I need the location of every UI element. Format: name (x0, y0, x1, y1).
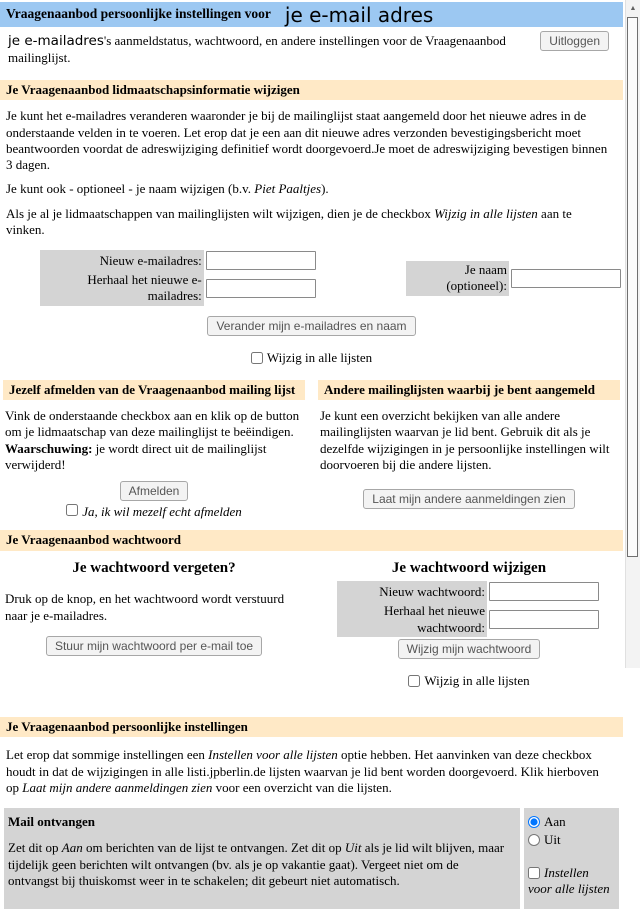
logout-button[interactable]: Uitloggen (540, 31, 609, 51)
unsubscribe-confirm-row (3, 504, 305, 520)
password-change-column (318, 551, 620, 704)
delivery-off-radio[interactable] (528, 834, 540, 846)
password-global-checkbox[interactable] (408, 675, 420, 687)
user-email-display: je e-mail adres (284, 2, 434, 27)
other-lists-para: Je kunt een overzicht bekijken van alle andere mailinglijsten waarvan je lid bent. Gebruik dit als je dezelfde wijzigingen in je persoonlijke instellingen wilt doorvoeren bij die andere lijsten. (320, 408, 610, 472)
mail-delivery-para: Zet dit op Aan om berichten van de lijst te ontvangen. Zet dit op Uit als je lid wilt blijven, maar tijdelijk geen berichten wilt ontvangen (bv. als je op vakantie gaat). Vergeet niet om de ontvangst bij thuiskomst weer in te schakelen; dit gebeurt niet automatisch. (8, 840, 505, 888)
mail-delivery-table (0, 804, 623, 913)
password-row (3, 551, 620, 704)
delivery-global-label: Instellen voor alle lijsten (528, 864, 610, 896)
unsubscribe-button-row (3, 481, 305, 501)
membership-para1: Je kunt het e-mailadres veranderen waaronder je bij de mailinglijst staat aangemeld door het nieuwe adres in de onderstaande velden in te voeren. Let erop dat je een aan dit nieuwe adres verzonden bevestigingsbericht moet beantwoorden voordat de adreswijziging definitief wordt doorgevoerd.Je moet de adreswijziging bevestigen binnen 3 dagen. (6, 108, 608, 173)
email-global-checkbox[interactable] (251, 352, 263, 364)
delivery-global-option (528, 865, 611, 898)
email-change-form (40, 250, 623, 306)
email-password-button-row (3, 636, 305, 656)
delivery-on-option (528, 814, 611, 830)
change-password-heading: Je wachtwoord wijzigen (391, 559, 547, 576)
subtitle-rest: 's aanmeldstatus, wachtwoord, en andere instellingen voor de Vraagenaanbod mailinglijst. (8, 33, 506, 65)
change-password-button-row (318, 639, 620, 659)
page-title-bar (0, 2, 623, 27)
unsubscribe-column (3, 380, 305, 521)
forgot-password-para: Druk op de knop, en het wachtwoord wordt verstuurd naar je e-mailadres. (5, 591, 285, 623)
membership-para3: Als je al je lidmaatschappen van mailinglijsten wilt wijzigen, dien je de checkbox Wijzig in alle lijsten aan te vinken. (6, 205, 572, 237)
password-global-label: Wijzig in alle lijsten (424, 672, 530, 688)
email-global-row (0, 350, 623, 366)
new-email-label: Nieuw e-mailadres: (40, 250, 204, 271)
vertical-scrollbar[interactable] (625, 0, 640, 668)
unsubscribe-confirm-label: Ja, ik wil mezelf echt afmelden (82, 504, 242, 520)
delivery-off-label: Uit (544, 832, 561, 848)
mail-delivery-title: Mail ontvangen (8, 814, 96, 830)
change-email-button-row (0, 316, 623, 336)
scrollbar-thumb[interactable] (627, 17, 638, 557)
delivery-on-label: Aan (544, 814, 566, 830)
new-password-input[interactable] (489, 582, 599, 601)
section-header-password: Je Vraagenaanbod wachtwoord (0, 530, 623, 550)
password-fields-table (337, 581, 601, 637)
forgot-password-heading: Je wachtwoord vergeten? (72, 559, 236, 576)
password-global-row (318, 673, 620, 689)
change-password-button[interactable]: Wijzig mijn wachtwoord (398, 639, 541, 659)
subtitle-row (0, 27, 623, 66)
delivery-off-option (528, 832, 611, 848)
new-password-label: Nieuw wachtwoord: (337, 581, 487, 602)
confirm-password-label: Herhaal het nieuwe wachtwoord: (337, 602, 487, 637)
other-lists-button-row (318, 489, 620, 509)
scroll-up-icon[interactable]: ▲ (629, 3, 637, 12)
name-input[interactable] (511, 269, 621, 288)
delivery-on-radio[interactable] (528, 816, 540, 828)
delivery-global-checkbox[interactable] (528, 867, 540, 879)
subtitle-text (8, 31, 540, 66)
other-lists-column (318, 380, 620, 521)
mail-delivery-options-cell (524, 808, 619, 909)
section-header-unsubscribe: Jezelf afmelden van de Vraagenaanbod mailing lijst (3, 380, 305, 400)
name-field-table (406, 261, 623, 296)
subtitle-email: je e-mailadres (8, 33, 104, 49)
section-header-membership: Je Vraagenaanbod lidmaatschapsinformatie wijzigen (0, 80, 623, 100)
confirm-email-label: Herhaal het nieuwe e-mailadres: (40, 271, 204, 306)
unsub-otherlists-row (3, 380, 620, 521)
section-header-settings: Je Vraagenaanbod persoonlijke instellingen (0, 717, 623, 737)
confirm-password-input[interactable] (489, 610, 599, 629)
mail-delivery-description-cell (4, 808, 520, 909)
unsubscribe-confirm-checkbox[interactable] (66, 504, 78, 516)
email-fields-table (40, 250, 318, 306)
unsubscribe-button[interactable]: Afmelden (120, 481, 189, 501)
email-global-label: Wijzig in alle lijsten (266, 349, 373, 365)
show-other-subscriptions-button[interactable]: Laat mijn andere aanmeldingen zien (363, 489, 574, 509)
name-label: Je naam (optioneel): (406, 261, 509, 296)
unsubscribe-para: Vink de onderstaande checkbox aan en klik op de button om je lidmaatschap van deze mailinglijst te beëindigen. Waarschuwing: je wordt direct uit de mailinglijst verwijderd! (5, 408, 300, 472)
settings-para: Let erop dat sommige instellingen een Instellen voor alle lijsten optie hebben. Het aanvinken van deze checkbox houdt in dat de wijzigingen in alle listi.jpberlin.de lijsten waarvan je lid bent worden doorgevoerd. Klik hierboven op Laat mijn andere aanmeldingen zien voor een overzicht van die lijsten. (6, 747, 599, 795)
confirm-email-input[interactable] (206, 279, 316, 298)
membership-para2: Je kunt ook - optioneel - je naam wijzigen (b.v. Piet Paaltjes). (6, 181, 329, 197)
page-title: Vraagenaanbod persoonlijke instellingen voor (6, 6, 271, 22)
change-email-button[interactable]: Verander mijn e-mailadres en naam (207, 316, 415, 336)
password-remind-column (3, 551, 305, 704)
new-email-input[interactable] (206, 251, 316, 270)
email-password-button[interactable]: Stuur mijn wachtwoord per e-mail toe (46, 636, 262, 656)
section-header-other-lists: Andere mailinglijsten waarbij je bent aangemeld (318, 380, 620, 400)
